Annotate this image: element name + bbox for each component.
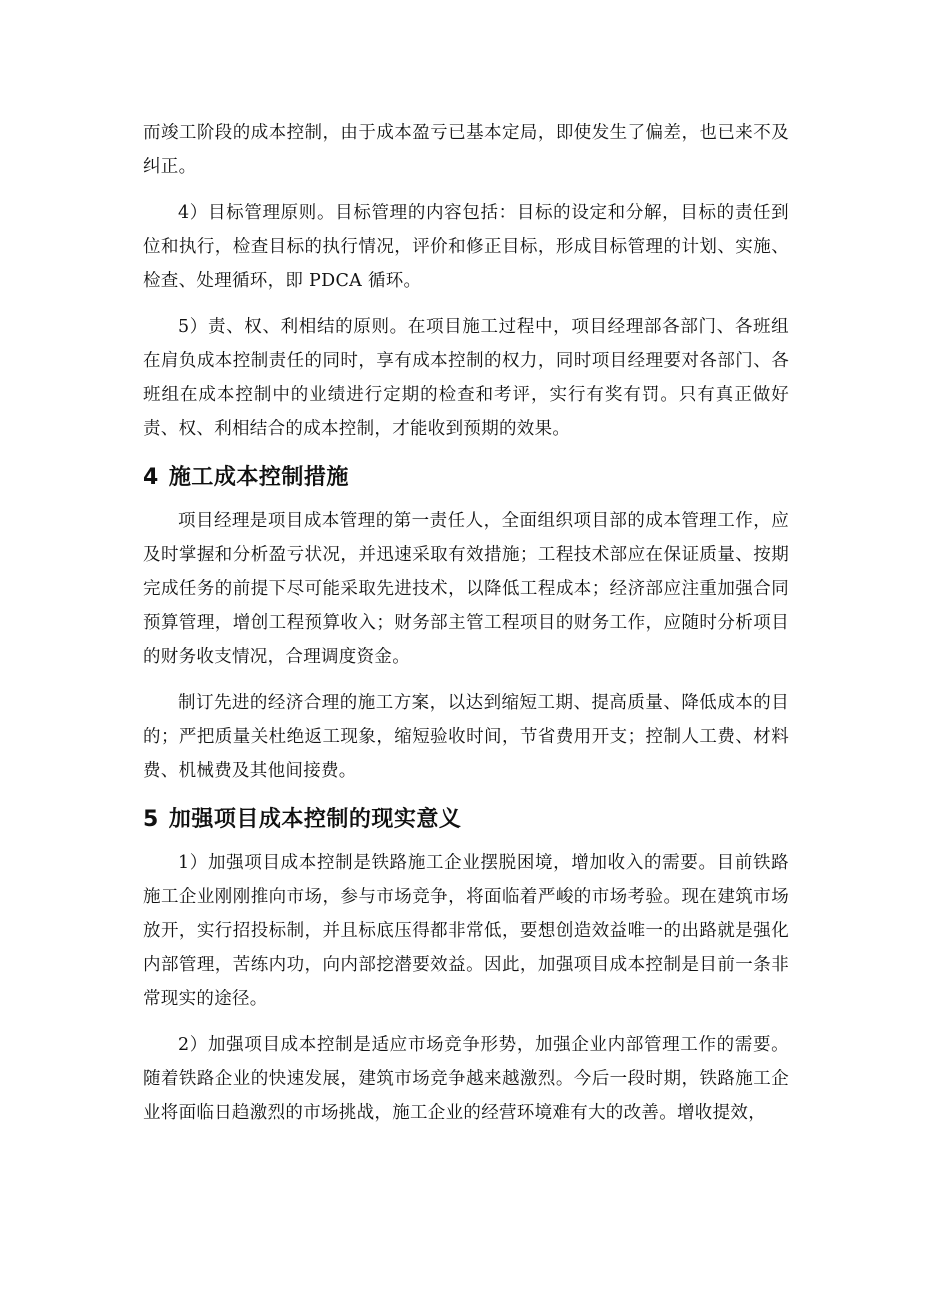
paragraph-significance-2: 2）加强项目成本控制是适应市场竞争形势，加强企业内部管理工作的需要。随着铁路企业的快速发展，建筑市场竞争越来越激烈。今后一段时期，铁路施工企业将面临日趋激烈的市场挑战，施工企业的经营环境难有大的改善。增收提效， bbox=[143, 1035, 789, 1123]
section-number: 4 bbox=[143, 465, 159, 490]
section-title: 加强项目成本控制的现实意义 bbox=[168, 807, 462, 832]
paragraph-target-management: 4）目标管理原则。目标管理的内容包括：目标的设定和分解，目标的责任到位和执行，检查目标的执行情况，评价和修正目标，形成目标管理的计划、实施、检查、处理循环，即 PDCA 循环。 bbox=[143, 203, 789, 291]
section-title: 施工成本控制措施 bbox=[168, 465, 349, 490]
paragraph-responsibility-principle: 5）责、权、利相结的原则。在项目施工过程中，项目经理部各部门、各班组在肩负成本控制责任的同时，享有成本控制的权力，同时项目经理要对各部门、各班组在成本控制中的业绩进行定期的检查和考评，实行有奖有罚。只有真正做好责、权、利相结合的成本控制，才能收到预期的效果。 bbox=[143, 317, 789, 439]
paragraph-project-manager: 项目经理是项目成本管理的第一责任人，全面组织项目部的成本管理工作，应及时掌握和分析盈亏状况，并迅速采取有效措施；工程技术部应在保证质量、按期完成任务的前提下尽可能采取先进技术，以降低工程成本；经济部应注重加强合同预算管理，增创工程预算收入；财务部主管工程项目的财务工作，应随时分析项目的财务收支情况，合理调度资金。 bbox=[143, 511, 789, 667]
paragraph-continuation: 而竣工阶段的成本控制，由于成本盈亏已基本定局，即使发生了偏差，也已来不及纠正。 bbox=[143, 123, 789, 177]
section-heading-5 bbox=[143, 800, 789, 840]
section-heading-4 bbox=[143, 458, 789, 498]
paragraph-significance-1: 1）加强项目成本控制是铁路施工企业摆脱困境，增加收入的需要。目前铁路施工企业刚刚推向市场，参与市场竞争，将面临着严峻的市场考验。现在建筑市场放开，实行招投标制，并且标底压得都非常低，要想创造效益唯一的出路就是强化内部管理，苦练内功，向内部挖潜要效益。因此，加强项目成本控制是目前一条非常现实的途径。 bbox=[143, 853, 789, 1009]
paragraph-construction-plan: 制订先进的经济合理的施工方案，以达到缩短工期、提高质量、降低成本的目的；严把质量关杜绝返工现象，缩短验收时间，节省费用开支；控制人工费、材料费、机械费及其他间接费。 bbox=[143, 693, 789, 781]
section-number: 5 bbox=[143, 807, 159, 832]
document-page bbox=[143, 116, 789, 1142]
